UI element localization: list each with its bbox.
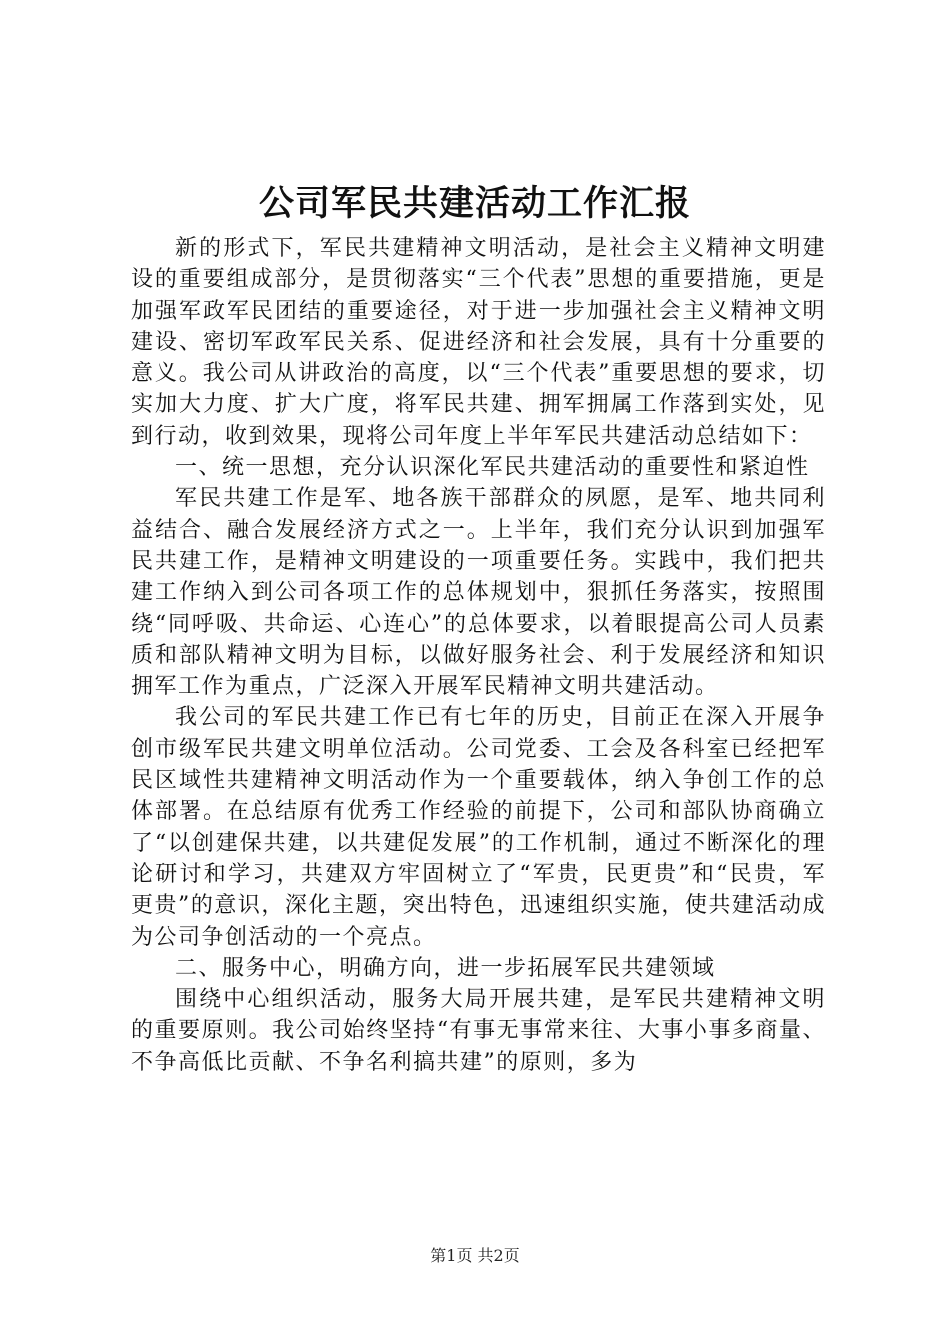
section-heading-2: 二、服务中心，明确方向，进一步拓展军民共建领域 [175, 955, 716, 981]
document-body [131, 233, 826, 1078]
paragraph-section-1-b: 我公司的军民共建工作已有七年的历史，目前正在深入开展争创市级军民共建文明单位活动。公司党委、工会及各科室已经把军民区域性共建精神文明活动作为一个重要载体，纳入争创工作的总体部署。在总结原有优秀工作经验的前提下，公司和部队协商确立了“以创建保共建，以共建促发展”的工作机制，通过不断深化的理论研讨和学习，共建双方牢固树立了“军贵，民更贵”和“民贵，军更贵”的意识，深化主题，突出特色，迅速组织实施，使共建活动成为公司争创活动的一个亮点。 [131, 705, 826, 950]
paragraph-intro: 新的形式下，军民共建精神文明活动，是社会主义精神文明建设的重要组成部分，是贯彻落实“三个代表”思想的重要措施，更是加强军政军民团结的重要途径，对于进一步加强社会主义精神文明建设、密切军政军民关系、促进经济和社会发展，具有十分重要的意义。我公司从讲政治的高度，以“三个代表”重要思想的要求，切实加大力度、扩大广度，将军民共建、拥军拥属工作落到实处，见到行动，收到效果，现将公司年度上半年军民共建活动总结如下： [131, 236, 826, 449]
section-heading-1: 一、统一思想，充分认识深化军民共建活动的重要性和紧迫性 [175, 455, 810, 481]
page-footer: 第1页 共2页 [430, 1246, 520, 1265]
document-title: 公司军民共建活动工作汇报 [258, 184, 691, 224]
paragraph-section-2-a: 围绕中心组织活动，服务大局开展共建，是军民共建精神文明的重要原则。我公司始终坚持“有事无事常来往、大事小事多商量、不争高低比贡献、不争名利搞共建”的原则，多为 [131, 987, 826, 1075]
paragraph-section-1-a: 军民共建工作是军、地各族干部群众的夙愿，是军、地共同利益结合、融合发展经济方式之一。上半年，我们充分认识到加强军民共建工作，是精神文明建设的一项重要任务。实践中，我们把共建工作纳入到公司各项工作的总体规划中，狠抓任务落实，按照围绕“同呼吸、共命运、心连心”的总体要求，以着眼提高公司人员素质和部队精神文明为目标，以做好服务社会、利于发展经济和知识拥军工作为重点，广泛深入开展军民精神文明共建活动。 [131, 486, 826, 700]
